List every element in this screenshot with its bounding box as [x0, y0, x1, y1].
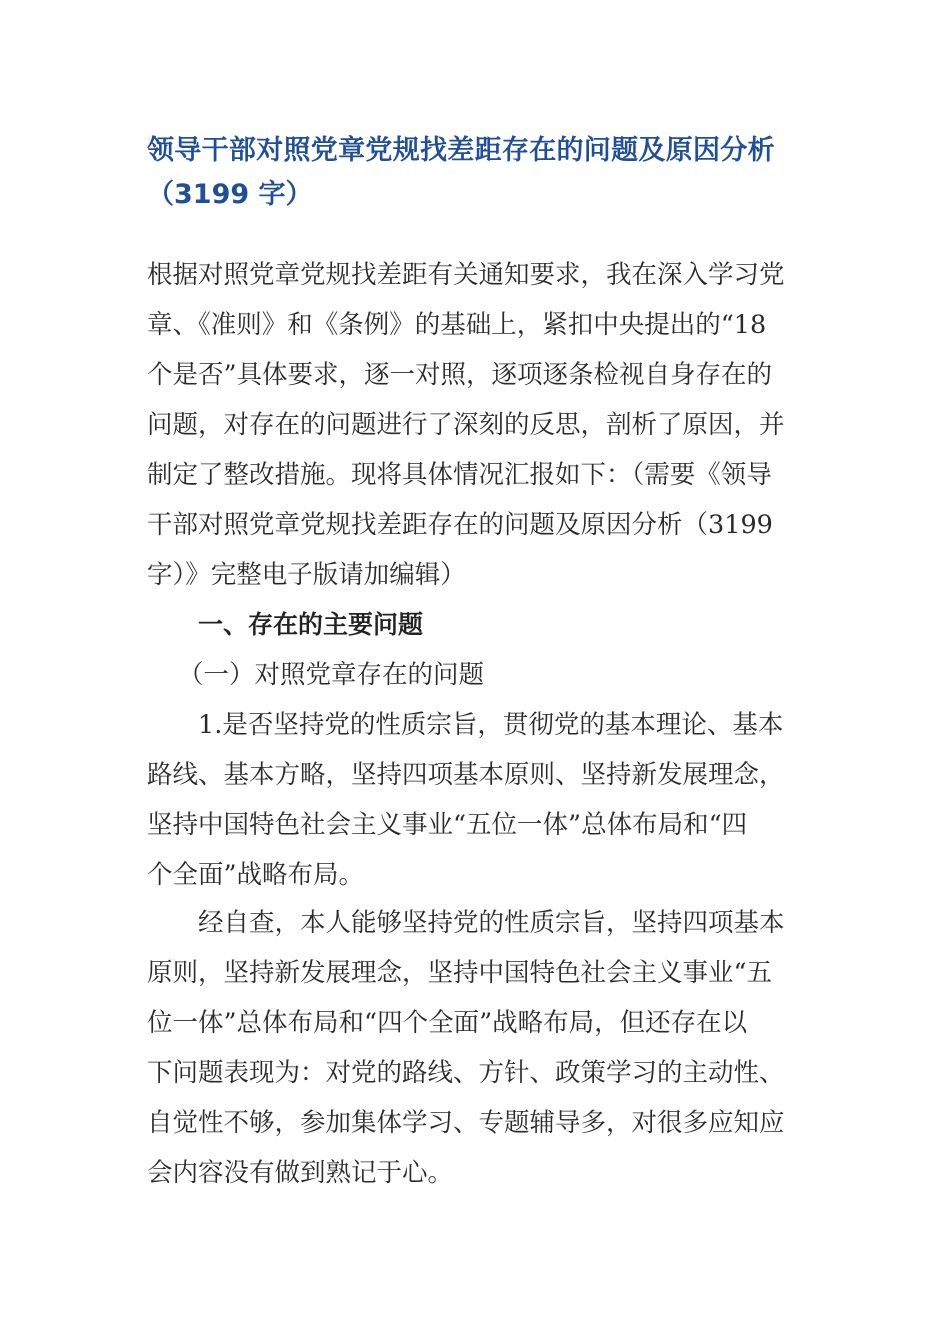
section-heading: 一、存在的主要问题 [198, 610, 424, 639]
item-line: 路线、基本方略，坚持四项基本原则、坚持新发展理念， [147, 760, 785, 790]
item-line: 坚持中国特色社会主义事业“五位一体”总体布局和“四 [147, 810, 748, 840]
document-title-line-1: 领导干部对照党章党规找差距存在的问题及原因分析 [147, 135, 775, 166]
item-line: 1.是否坚持党的性质宗旨，贯彻党的基本理论、基本 [198, 710, 784, 740]
intro-line: 问题，对存在的问题进行了深刻的反思，剖析了原因，并 [147, 410, 785, 440]
intro-line: 个是否”具体要求，逐一对照，逐项逐条检视自身存在的 [147, 360, 773, 390]
response-line: 会内容没有做到熟记于心。 [147, 1158, 454, 1188]
intro-line: 根据对照党章党规找差距有关通知要求，我在深入学习党 [147, 260, 785, 290]
document-title-line-2: （3199 字） [147, 179, 313, 210]
response-line: 原则，坚持新发展理念，坚持中国特色社会主义事业“五 [147, 958, 773, 988]
intro-line: 制定了整改措施。现将具体情况汇报如下：（需要《领导 [147, 460, 772, 490]
sub-heading: （一）对照党章存在的问题 [178, 660, 485, 690]
response-line: 位一体”总体布局和“四个全面”战略布局，但还存在以 [147, 1008, 748, 1038]
intro-line: 字）》完整电子版请加编辑） [147, 560, 466, 590]
item-line: 个全面”战略布局。 [147, 860, 365, 890]
response-line: 经自查，本人能够坚持党的性质宗旨，坚持四项基本 [198, 908, 785, 938]
intro-line: 章、《准则》和《条例》的基础上，紧扣中央提出的“18 [147, 310, 767, 340]
response-line: 自觉性不够，参加集体学习、专题辅导多，对很多应知应 [147, 1108, 785, 1138]
response-line: 下问题表现为：对党的路线、方针、政策学习的主动性、 [147, 1058, 785, 1088]
intro-line: 干部对照党章党规找差距存在的问题及原因分析（3199 [147, 510, 773, 540]
